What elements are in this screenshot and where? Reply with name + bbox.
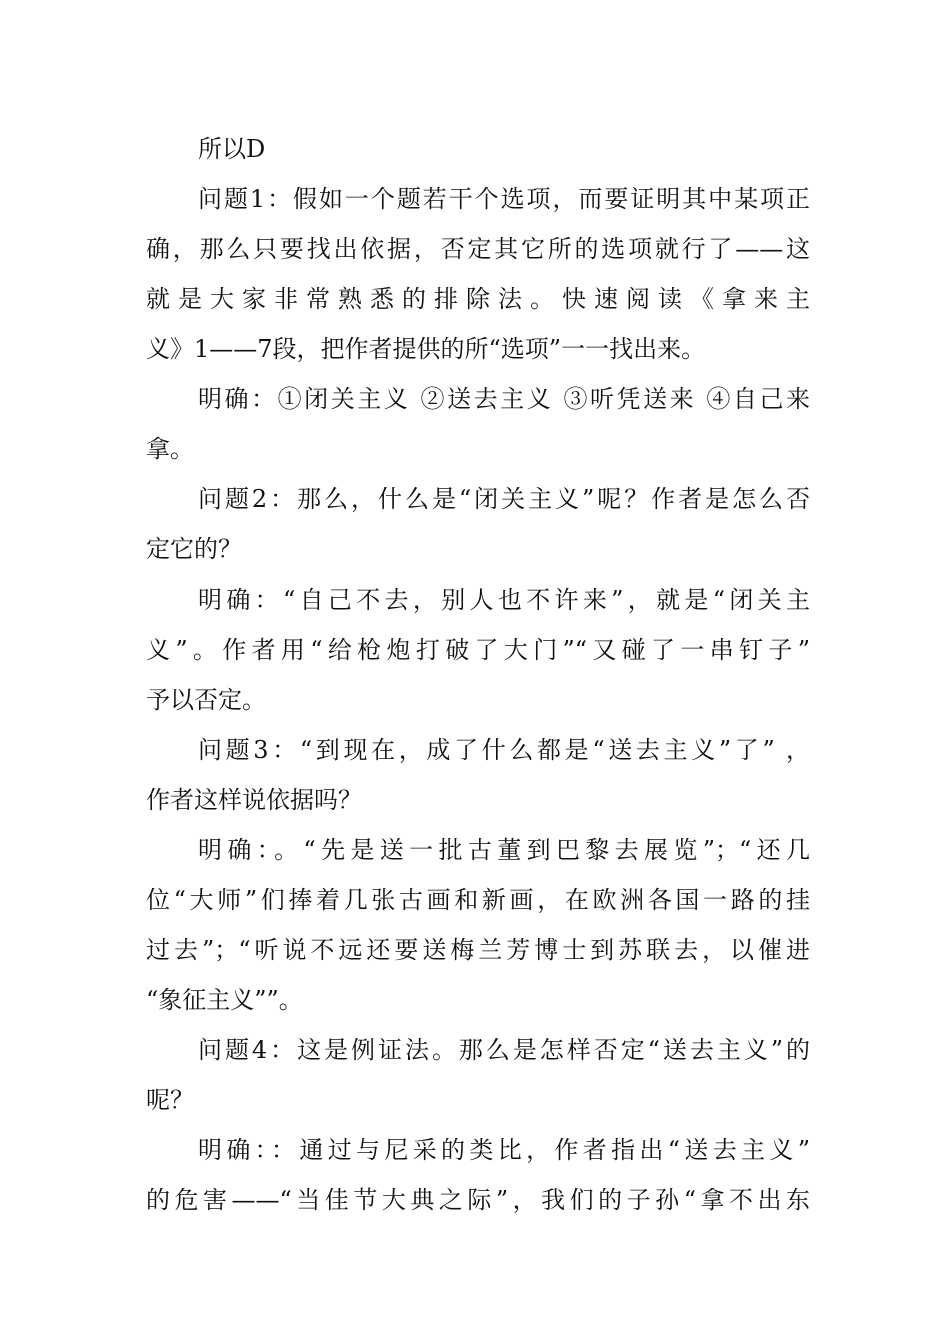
paragraph-line: 予以否定。 [146, 686, 266, 714]
paragraph-line: 明确：“自己不去，别人也不许来”，就是“闭关主 [198, 586, 810, 614]
paragraph-line: 确，那么只要找出依据，否定其它所的选项就行了——这 [146, 235, 810, 263]
paragraph-line: 义”。作者用“给枪炮打破了大门”“又碰了一串钉子” [146, 636, 810, 664]
paragraph-line: 的危害——“当佳节大典之际”，我们的子孙“拿不出东 [146, 1186, 810, 1214]
paragraph-line: 定它的？ [146, 535, 242, 563]
paragraph-line: 过去”；“听说不远还要送梅兰芳博士到苏联去，以催进 [146, 936, 810, 964]
paragraph-line: 作者这样说依据吗？ [146, 786, 362, 814]
paragraph-line: 义》1——7段，把作者提供的所“选项”一一找出来。 [146, 335, 706, 363]
paragraph-line: 呢？ [146, 1086, 194, 1114]
paragraph-line: 明确：：通过与尼采的类比，作者指出“送去主义” [198, 1136, 810, 1164]
paragraph-line: 所以D [198, 135, 266, 163]
paragraph-line: 问题4：这是例证法。那么是怎样否定“送去主义”的 [198, 1036, 810, 1064]
paragraph-line: 拿。 [146, 435, 194, 463]
paragraph-line: 问题1：假如一个题若干个选项，而要证明其中某项正 [198, 185, 810, 213]
paragraph-line: 问题3：“到现在，成了什么都是“送去主义”了” ， [198, 736, 810, 764]
paragraph-line: 就是大家非常熟悉的排除法。快速阅读《拿来主 [146, 285, 810, 313]
paragraph-line: 明确：。“先是送一批古董到巴黎去展览”；“还几 [198, 836, 810, 864]
paragraph-line: “象征主义””。 [146, 986, 303, 1014]
paragraph-line: 问题2：那么，什么是“闭关主义”呢？作者是怎么否 [198, 485, 810, 513]
paragraph-line: 明确：①闭关主义 ②送去主义 ③听凭送来 ④自己来 [198, 385, 810, 413]
paragraph-line: 位“大师”们捧着几张古画和新画，在欧洲各国一路的挂 [146, 886, 810, 914]
